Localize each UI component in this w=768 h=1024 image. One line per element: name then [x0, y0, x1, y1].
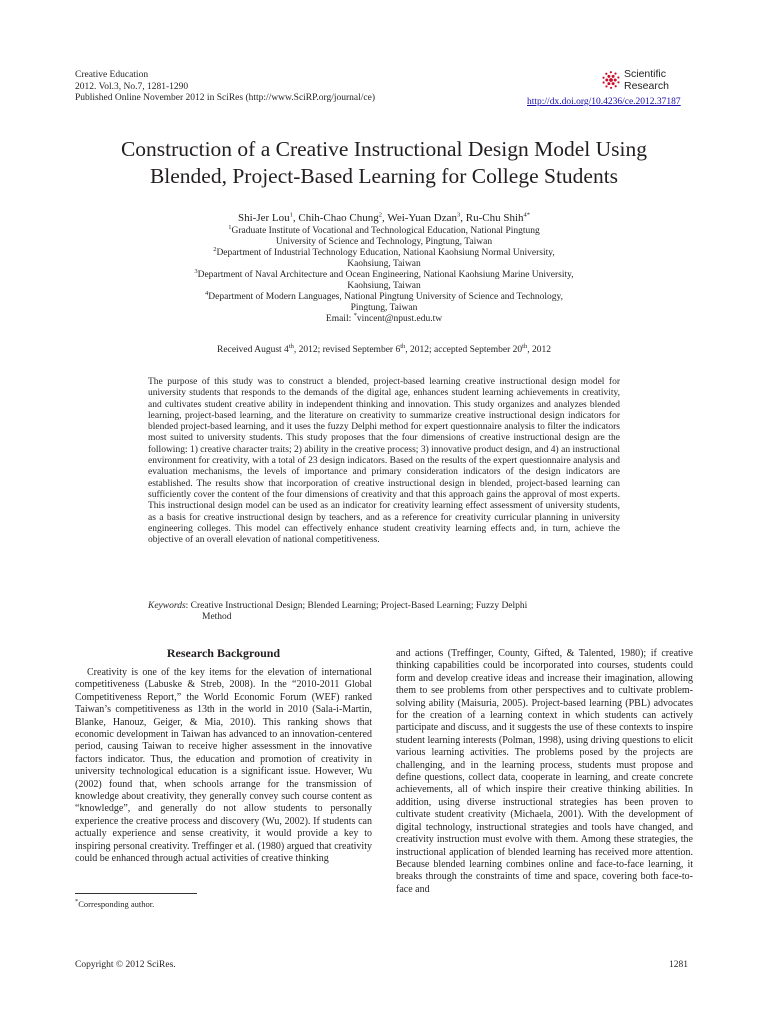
body-paragraph: and actions (Treffinger, County, Gifted, & Talented, 1980); if creative thinking capabilities could be incorporated into courses, students could form and develop creative ideas and increase their imagination, allowing them to see problems from other perspectives and to cultivate problem-solving ability (Maisuria, 2005). Project-based learning (PBL) advocates for the creation of a learning context in which students can actively participate and discuss, and it suggests the use of these contexts to inspire student learning interests (Polman, 1998), using driving questions to elicit various learning activities. The problems posed by the projects are challenging, and in the learning process, students must propose and define questions, collect data, cooperate in learning, and create concrete achievements, all of which inspire their creative thinking abilities. In addition, using diverse instructional strategies has been proven to cultivate student creativity (Michaela, 2001). With the development of digital technology, instructional strategies and tools have changed, and creativity instruction must evolve with them. Among these strategies, the instructional application of blended learning has received more attention. Because blended learning combines online and face-to-face learning, it breaks through the constraints of time and space, covering both face-to-face and: [396, 648, 693, 895]
author-name: Wei-Yuan Dzan: [387, 212, 457, 224]
author-name: Chih-Chao Chung: [298, 212, 379, 224]
publisher-logo: [600, 67, 700, 95]
author-name: Shi-Jer Lou: [237, 212, 290, 224]
footnote: *Corresponding author.: [75, 898, 155, 909]
author-list: Shi-Jer Lou$^1$, Chih-Chao Chung$^2$, Wei-Yuan Dzan$^3$, Ru-Chu Shih$^{4*}$: [237, 211, 530, 224]
keywords: Keywords: Creative Instructional Design; Blended Learning; Project-Based Learning; Fuzzy Delphi Method: [148, 601, 528, 623]
page-number: 1281: [669, 960, 688, 970]
affiliation-line: $^4$Department of Modern Languages, National Pingtung University of Science and Technology,: [205, 289, 563, 302]
affiliation-line: $^1$Graduate Institute of Vocational and Technological Education, National Pingtung: [228, 223, 540, 236]
published-line: Published Online November 2012 in SciRes (http://www.SciRP.org/journal/ce): [75, 93, 376, 103]
email-address[interactable]: vincent@npust.edu.tw: [356, 314, 443, 324]
body-paragraph: Creativity is one of the key items for the elevation of international competitiveness (Labuske & Streb, 2008). In the “2010-2011 Global Competitiveness Report,” the World Economic Forum (WEF) ranked Taiwan’s competitiveness as 13th in the world in 2010 (Sala-i-Martin, Blanke, Hanouz, Geiger, & Mia, 2010). This ranking shows that economic development in Taiwan has advanced to an innovation-centered period, causing Taiwan to receive higher assessment in the innovative factors indicator. Thus, the education and promotion of creativity in university technological education is a significant issue. However, Wu (2002) found that, when schools arrange for the transmission of knowledge about creativity, they generally convey such course content as “knowledge”, and generally do not allow students to personally experience the creative process and discovery (Wu, 2002). If students can actually experience and sense creativity, it would provide a key to inspiring personal creativity. Treffinger et al. (1980) argued that creativity could be enhanced through actual activities of creative thinking: [75, 667, 372, 865]
received-dates: Received August 4th, 2012; revised September 6th, 2012; accepted September 20th, 2012: [217, 342, 551, 355]
section-heading: Research Background: [166, 646, 281, 660]
scientific-research-logo-icon: [600, 69, 622, 91]
affiliation-line: University of Science and Technology, Pingtung, Taiwan: [275, 237, 493, 247]
email-line: Email: *vincent@npust.edu.tw: [325, 311, 443, 324]
copyright: Copyright © 2012 SciRes.: [75, 960, 176, 970]
affiliations: [75, 223, 693, 325]
journal-name: Creative Education: [75, 70, 149, 80]
affiliation-line: $^3$Department of Naval Architecture and Ocean Engineering, National Kaohsiung Marine University,: [194, 267, 574, 280]
volume-line: 2012. Vol.3, No.7, 1281-1290: [75, 81, 189, 92]
logo-text: Scientific Research: [624, 68, 669, 92]
affiliation-line: Pingtung, Taiwan: [350, 303, 418, 313]
right-column: [396, 648, 693, 896]
affiliation-line: Kaohsiung, Taiwan: [347, 259, 421, 269]
footnote-divider: [75, 893, 197, 894]
affiliation-line: $^2$Department of Industrial Technology Education, National Kaohsiung Normal University,: [213, 245, 555, 258]
left-column: [75, 646, 372, 866]
affiliation-line: Kaohsiung, Taiwan: [347, 281, 421, 291]
doi-link[interactable]: http://dx.doi.org/10.4236/ce.2012.37187: [527, 97, 681, 107]
keywords-label: Keywords: [148, 601, 186, 611]
author-name: Ru-Chu Shih: [465, 212, 524, 224]
abstract-text: The purpose of this study was to construct a blended, project-based learning creative instructional design model for university students that responds to the demands of the digital age, enhances student learning achievements in creativity, and cultivates student creative ability in independent thinking and innovation. This study organizes and analyzes blended learning, project-based learning, and the literature on creativity to summarize creative instructional design indicators for blended project-based learning, and it uses the fuzzy Delphi method for expert questionnaire analysis to filter the indicators most suited to university students. This study proposes that the four dimensions of creative instructional design are the following: 1) creative character traits; 2) ability in the creative process; 3) innovative product design, and 4) an instructional environment for creativity, with a total of 23 design indicators. Based on the results of the expert questionnaire analysis and evaluation mechanisms, the levels of importance and primary consideration indicators of the design indicators are established. The results show that incorporation of creative instructional design in blended, project-based learning can sufficiently cover the content of the four dimensions of creativity and that this approach gains the approval of most experts. This instructional design model can be used as an indicator for creativity learning effect assessment of university students, as a basis for creative instructional design by teachers, and as a reference for creativity curricular planning in university engineering colleges. This model can effectively enhance student creativity learning effects and, in turn, achieve the objective of an overall elevation of national competitiveness.: [148, 377, 620, 546]
paper-title: Construction of a Creative Instructional Design Model Using Blended, Project-Based Learning for College Students: [120, 137, 648, 188]
journal-info: [75, 70, 375, 105]
